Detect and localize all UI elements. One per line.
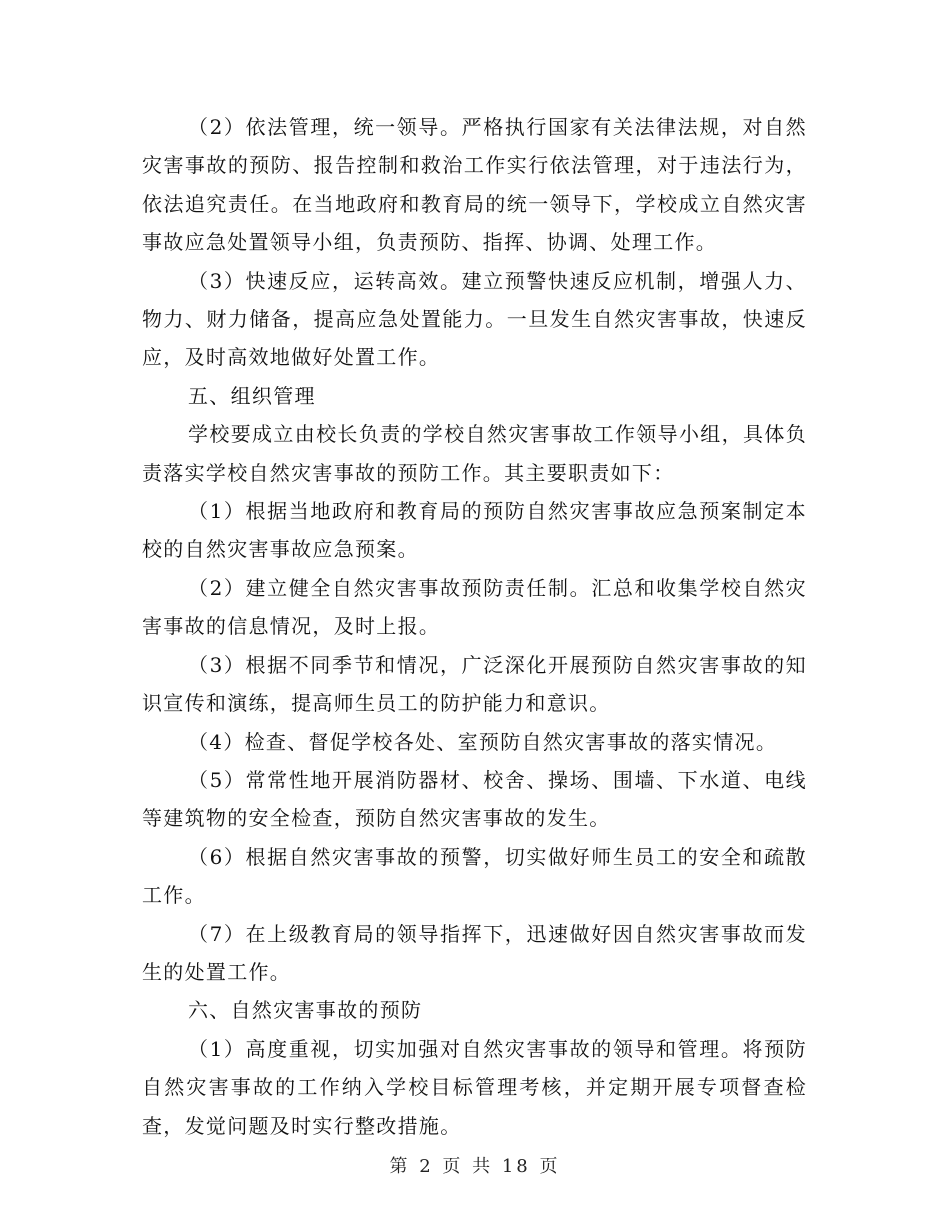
section-heading-organization: 五、组织管理	[188, 383, 316, 408]
paragraph-duty-7: （7）在上级教育局的领导指挥下，迅速做好因自然灾害事故而发生的处置工作。	[142, 921, 807, 984]
paragraph-duty-3: （3）根据不同季节和情况，广泛深化开展预防自然灾害事故的知识宣传和演练，提高师生员工的防护能力和意识。	[142, 652, 807, 716]
paragraph-duty-1: （1）根据当地政府和教育局的预防自然灾害事故应急预案制定本校的自然灾害事故应急预案。	[142, 499, 807, 562]
paragraph-duty-5: （5）常常性地开展消防器材、校舍、操场、围墙、下水道、电线等建筑物的安全检查，预防自然灾害事故的发生。	[142, 767, 807, 831]
paragraph-prevention-1: （1）高度重视，切实加强对自然灾害事故的领导和管理。将预防自然灾害事故的工作纳入学校目标管理考核，并定期开展专项督查检查，发觉问题及时实行整改措施。	[142, 1036, 807, 1138]
document-body	[142, 108, 807, 1145]
page-footer: 第 2 页 共 18 页	[389, 1156, 561, 1177]
section-heading-prevention: 六、自然灾害事故的预防	[188, 998, 423, 1023]
paragraph-duty-6: （6）根据自然灾害事故的预警，切实做好师生员工的安全和疏散工作。	[142, 844, 807, 908]
paragraph-duty-2: （2）建立健全自然灾害事故预防责任制。汇总和收集学校自然灾害事故的信息情况，及时上报。	[142, 575, 807, 639]
paragraph-duty-4: （4）检查、督促学校各处、室预防自然灾害事故的落实情况。	[188, 729, 778, 754]
paragraph-principle-2: （2）依法管理，统一领导。严格执行国家有关法律法规，对自然灾害事故的预防、报告控制和救治工作实行依法管理，对于违法行为，依法追究责任。在当地政府和教育局的统一领导下，学校成立自然灾害事故应急处置领导小组，负责预防、指挥、协调、处理工作。	[142, 115, 807, 255]
paragraph-principle-3: （3）快速反应，运转高效。建立预警快速反应机制，增强人力、物力、财力储备，提高应急处置能力。一旦发生自然灾害事故，快速反应，及时高效地做好处置工作。	[142, 268, 807, 370]
paragraph-organization-intro: 学校要成立由校长负责的学校自然灾害事故工作领导小组，具体负责落实学校自然灾害事故的预防工作。其主要职责如下：	[142, 422, 807, 485]
